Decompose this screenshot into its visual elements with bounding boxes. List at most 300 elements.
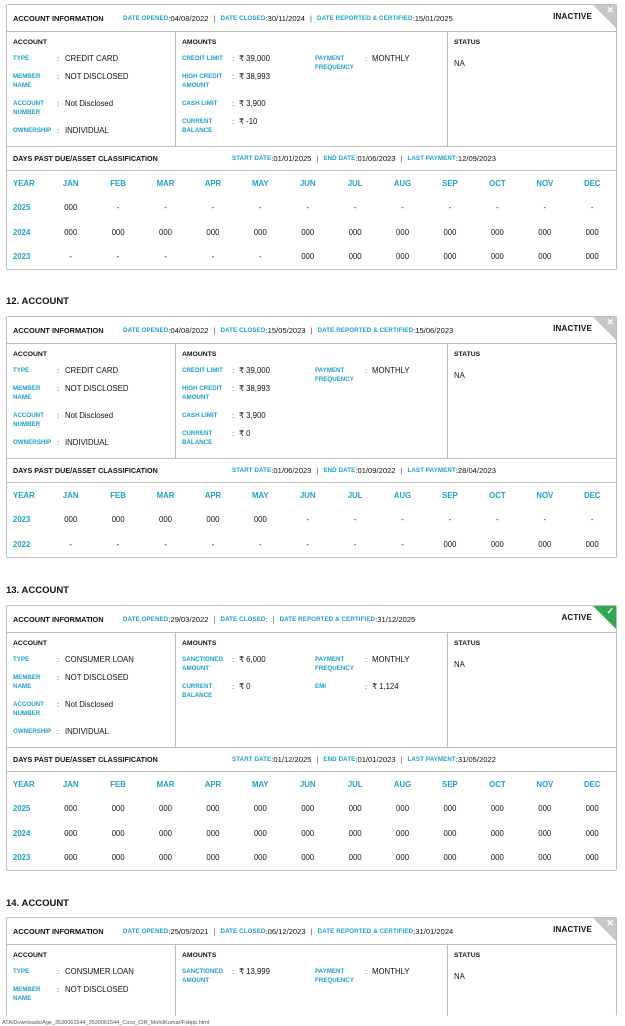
account-type-value: CONSUMER LOAN: [65, 655, 134, 664]
dpd-title: DAYS PAST DUE/ASSET CLASSIFICATION: [13, 154, 158, 163]
month-column-header: NOV: [536, 779, 554, 789]
dpd-end-date-label: END DATE: [323, 467, 356, 474]
dpd-year-row: [7, 846, 616, 871]
account-account-number-field: [13, 411, 113, 429]
account-status-badge: INACTIVE: [553, 925, 592, 934]
amount-field-right: [315, 682, 399, 691]
dpd-end-date-colon: :: [355, 154, 358, 163]
amounts-column-title: AMOUNTS: [182, 640, 217, 647]
month-column-header: FEB: [110, 490, 126, 500]
month-column-header: OCT: [489, 178, 506, 188]
dpd-start-date-value: 01/06/2023: [273, 466, 312, 475]
account-status-badge: INACTIVE: [553, 324, 592, 333]
dpd-month-value: 000: [253, 804, 267, 814]
date-opened-value: 25/05/2021: [170, 926, 209, 936]
dpd-month-value: -: [211, 252, 215, 262]
dpd-last-payment-colon: :: [455, 154, 458, 163]
amount-field-right: [315, 54, 410, 72]
close-icon: ✕: [606, 918, 614, 928]
amount-value: ₹ -10: [239, 117, 258, 126]
dpd-grid-header-row: [7, 483, 616, 508]
dpd-year-row: [7, 797, 616, 822]
field-colon: :: [232, 99, 235, 108]
account-member-name-label: MEMBER NAME: [13, 385, 41, 401]
account-card: [6, 4, 617, 270]
date-reported-value: 15/01/2025: [414, 13, 453, 23]
month-column-header: AUG: [393, 779, 412, 789]
status-value: NA: [454, 660, 465, 669]
field-colon: :: [57, 54, 60, 63]
field-colon: :: [232, 967, 235, 976]
month-column-header: JUN: [299, 779, 316, 789]
field-colon: :: [57, 126, 60, 135]
account-type-value: CREDIT CARD: [65, 54, 119, 63]
dpd-month-value: 000: [348, 804, 362, 814]
dpd-month-value: 000: [443, 853, 457, 863]
month-column-header: JAN: [62, 490, 79, 500]
status-column: [448, 945, 616, 1016]
date-reported-colon: :: [413, 926, 416, 936]
amount-label: CREDIT LIMIT: [182, 367, 223, 374]
field-colon: :: [57, 411, 60, 420]
dpd-month-value: -: [259, 539, 262, 549]
account-ownership-value: INDIVIDUAL: [65, 727, 109, 736]
account-ownership-field: [13, 438, 109, 447]
amount-label: PAYMENT FREQUENCY: [315, 367, 354, 383]
amount-value: ₹ 6,000: [239, 655, 266, 664]
date-reported-colon: :: [413, 325, 416, 335]
account-member-name-label: MEMBER NAME: [13, 73, 41, 89]
date-closed-colon: :: [265, 325, 268, 335]
dpd-month-value: -: [353, 203, 357, 213]
amount-label: CASH LIMIT: [182, 100, 218, 107]
account-column: [7, 32, 176, 146]
dpd-month-value: -: [164, 539, 167, 549]
dpd-month-value: 000: [64, 804, 78, 814]
amounts-column-title: AMOUNTS: [182, 39, 217, 46]
field-colon: :: [365, 366, 368, 375]
dpd-month-value: 000: [490, 804, 504, 814]
account-account-number-label: ACCOUNT NUMBER: [13, 701, 44, 717]
date-closed-value: 30/11/2024: [267, 13, 306, 23]
dpd-last-payment-value: 31/05/2022: [457, 755, 496, 764]
amount-value: ₹ 38,993: [239, 384, 270, 393]
dpd-month-value: 000: [538, 853, 552, 863]
dpd-header: [7, 459, 616, 483]
field-colon: :: [57, 700, 60, 709]
dpd-year-label: 2022: [13, 539, 31, 549]
dpd-year-label: 2023: [13, 515, 31, 525]
account-type-label: TYPE: [13, 968, 30, 975]
dpd-year-row: [7, 508, 616, 533]
dpd-month-value: 000: [585, 227, 599, 237]
account-info-title: ACCOUNT INFORMATION: [13, 13, 104, 23]
month-column-header: OCT: [489, 779, 506, 789]
account-type-label: TYPE: [13, 367, 30, 374]
dpd-start-date-label: START DATE: [232, 467, 272, 474]
dpd-month-value: 000: [490, 853, 504, 863]
dpd-start-date-label: START DATE: [232, 756, 272, 763]
month-column-header: JAN: [62, 178, 79, 188]
dpd-month-value: -: [69, 252, 72, 262]
date-opened-label: DATE OPENED: [123, 927, 169, 935]
field-colon: :: [57, 366, 60, 375]
dpd-month-value: 000: [64, 828, 78, 838]
account-ownership-label: OWNERSHIP: [13, 127, 52, 134]
month-column-header: JUL: [347, 779, 363, 789]
account-card: [6, 917, 617, 1016]
dpd-month-value: -: [116, 539, 120, 549]
date-reported-label: DATE REPORTED & CERTIFIED: [317, 927, 414, 935]
month-column-header: MAR: [156, 779, 175, 789]
date-reported-value: 31/12/2025: [377, 614, 416, 624]
dpd-end-date-label: END DATE: [323, 155, 356, 162]
dpd-month-value: 000: [585, 828, 599, 838]
dpd-month-value: 000: [348, 252, 362, 262]
account-column-title: ACCOUNT: [13, 952, 47, 959]
amount-label: SANCTIONED AMOUNT: [182, 656, 223, 672]
date-reported-value: 31/01/2024: [415, 926, 454, 936]
amount-field: [182, 117, 257, 135]
date-opened-value: 04/08/2022: [170, 325, 209, 335]
month-column-header: APR: [204, 490, 222, 500]
month-column-header: MAY: [252, 490, 269, 500]
account-column: [7, 945, 176, 1016]
amount-field-right: [315, 967, 410, 985]
check-icon: ✓: [606, 606, 614, 616]
field-colon: :: [57, 967, 60, 976]
status-value: NA: [454, 371, 465, 380]
dpd-month-value: -: [306, 539, 310, 549]
dpd-month-value: 000: [585, 853, 599, 863]
month-column-header: SEP: [442, 779, 458, 789]
dpd-month-value: -: [164, 203, 167, 213]
date-closed-label: DATE CLOSED: [220, 326, 266, 334]
dpd-month-value: 000: [111, 828, 125, 838]
dpd-month-value: 000: [443, 252, 457, 262]
month-column-header: JAN: [62, 779, 79, 789]
header-separator: |: [272, 614, 275, 624]
dpd-month-value: 000: [396, 227, 410, 237]
amount-label: PAYMENT FREQUENCY: [315, 656, 354, 672]
amount-value: ₹ 0: [239, 682, 251, 691]
dpd-month-value: 000: [301, 804, 315, 814]
field-colon: :: [232, 366, 235, 375]
account-info-title: ACCOUNT INFORMATION: [13, 926, 104, 936]
field-colon: :: [57, 99, 60, 108]
dpd-year-row: [7, 532, 616, 557]
dpd-month-value: -: [543, 515, 547, 525]
amount-field: [182, 967, 270, 985]
amount-label: CASH LIMIT: [182, 412, 218, 419]
amount-value: MONTHLY: [372, 655, 410, 664]
account-column-title: ACCOUNT: [13, 351, 47, 358]
date-reported-label: DATE REPORTED & CERTIFIED: [279, 615, 376, 623]
amounts-column-title: AMOUNTS: [182, 952, 217, 959]
dpd-month-value: 000: [443, 539, 457, 549]
date-opened-colon: :: [168, 325, 171, 335]
amount-field-right: [315, 655, 410, 673]
dpd-month-value: 000: [396, 853, 410, 863]
field-colon: :: [57, 673, 60, 682]
header-separator: |: [310, 13, 313, 23]
header-separator: |: [213, 13, 216, 23]
header-separator: |: [213, 614, 216, 624]
account-info-header: [7, 5, 616, 32]
dpd-month-value: -: [353, 539, 357, 549]
amount-label: EMI: [315, 683, 327, 690]
dpd-year-label: 2025: [13, 804, 31, 814]
month-column-header: NOV: [536, 490, 554, 500]
dpd-month-value: -: [448, 515, 452, 525]
dpd-month-value: -: [353, 515, 357, 525]
account-info-header: [7, 606, 616, 633]
account-member-name-value: NOT DISCLOSED: [65, 673, 129, 682]
account-member-name-label: MEMBER NAME: [13, 674, 41, 690]
dpd-month-value: 000: [443, 804, 457, 814]
dpd-start-date-value: 01/12/2025: [273, 755, 312, 764]
account-ownership-value: INDIVIDUAL: [65, 126, 109, 135]
dpd-month-value: -: [401, 515, 404, 525]
dpd-month-value: 000: [538, 227, 552, 237]
amount-label: CURRENT BALANCE: [182, 430, 213, 446]
account-card: [6, 605, 617, 871]
dpd-month-value: -: [164, 252, 167, 262]
dpd-month-value: 000: [396, 804, 410, 814]
amount-value: ₹ 39,000: [239, 54, 270, 63]
dpd-year-label: 2024: [13, 828, 31, 838]
dpd-month-value: 000: [159, 515, 173, 525]
amounts-column: [176, 945, 448, 1016]
account-details-row: [7, 32, 616, 147]
amount-value: ₹ 0: [239, 429, 251, 438]
date-reported-label: DATE REPORTED & CERTIFIED: [317, 326, 414, 334]
dpd-month-value: 000: [64, 203, 78, 213]
field-colon: :: [232, 54, 235, 63]
amount-label: PAYMENT FREQUENCY: [315, 55, 354, 71]
account-type-value: CONSUMER LOAN: [65, 967, 134, 976]
dpd-year-row: [7, 196, 616, 221]
amount-value: ₹ 38,993: [239, 72, 270, 81]
dpd-title: DAYS PAST DUE/ASSET CLASSIFICATION: [13, 466, 158, 475]
field-colon: :: [57, 985, 60, 994]
month-column-header: MAY: [252, 178, 269, 188]
account-section-title: 13. ACCOUNT: [6, 585, 69, 596]
year-column-header: YEAR: [13, 178, 35, 188]
dpd-month-value: 000: [538, 539, 552, 549]
year-column-header: YEAR: [13, 490, 35, 500]
dpd-month-value: -: [306, 515, 310, 525]
amount-value: MONTHLY: [372, 967, 410, 976]
date-closed-colon: :: [265, 614, 268, 624]
date-closed-colon: :: [265, 926, 268, 936]
amount-value: MONTHLY: [372, 366, 410, 375]
amount-value: ₹ 3,900: [239, 99, 266, 108]
month-column-header: AUG: [393, 178, 412, 188]
field-colon: :: [232, 429, 235, 438]
dpd-month-value: 000: [206, 227, 220, 237]
month-column-header: SEP: [442, 178, 458, 188]
dpd-month-value: 000: [159, 828, 173, 838]
dpd-month-value: 000: [490, 227, 504, 237]
amount-field: [182, 429, 250, 447]
account-member-name-label: MEMBER NAME: [13, 986, 41, 1002]
dpd-start-date-value: 01/01/2025: [273, 154, 312, 163]
header-separator: |: [316, 755, 319, 764]
dpd-year-label: 2025: [13, 203, 31, 213]
status-column: [448, 32, 616, 146]
date-closed-value: 15/05/2023: [267, 325, 306, 335]
amount-label: SANCTIONED AMOUNT: [182, 968, 223, 984]
dpd-month-value: 000: [538, 252, 552, 262]
amount-label: CURRENT BALANCE: [182, 118, 213, 134]
status-value: NA: [454, 59, 465, 68]
account-account-number-value: Not Disclosed: [65, 411, 114, 420]
date-opened-colon: :: [168, 926, 171, 936]
account-type-field: [13, 54, 118, 63]
dpd-last-payment-value: 12/09/2023: [457, 154, 496, 163]
dpd-grid-header-row: [7, 772, 616, 797]
field-colon: :: [232, 384, 235, 393]
dpd-month-value: 000: [301, 252, 315, 262]
month-column-header: DEC: [583, 178, 601, 188]
account-section-title: 14. ACCOUNT: [6, 898, 69, 909]
header-separator: |: [213, 926, 216, 936]
month-column-header: FEB: [110, 178, 126, 188]
dpd-month-value: -: [496, 515, 499, 525]
status-column-title: STATUS: [454, 351, 481, 358]
account-type-label: TYPE: [13, 55, 30, 62]
dpd-header: [7, 748, 616, 772]
dpd-month-value: 000: [396, 828, 410, 838]
amount-field: [182, 99, 266, 108]
field-colon: :: [232, 655, 235, 664]
month-column-header: MAR: [156, 178, 175, 188]
dpd-last-payment-colon: :: [455, 755, 458, 764]
account-column-title: ACCOUNT: [13, 640, 47, 647]
month-column-header: OCT: [489, 490, 506, 500]
dpd-month-value: -: [590, 515, 594, 525]
account-info-title: ACCOUNT INFORMATION: [13, 614, 104, 624]
dpd-last-payment-label: LAST PAYMENT: [407, 155, 456, 162]
account-type-field: [13, 366, 118, 375]
account-account-number-label: ACCOUNT NUMBER: [13, 100, 44, 116]
amount-label: HIGH CREDIT AMOUNT: [182, 385, 223, 401]
close-icon: ✕: [606, 5, 614, 15]
account-status-badge: ACTIVE: [561, 613, 592, 622]
dpd-end-date-label: END DATE: [323, 756, 356, 763]
amount-field: [182, 366, 270, 375]
date-reported-colon: :: [412, 13, 415, 23]
amount-field: [182, 54, 270, 63]
amount-value: ₹ 1,124: [372, 682, 399, 691]
header-separator: |: [400, 154, 403, 163]
field-colon: :: [365, 682, 368, 691]
amount-value: ₹ 3,900: [239, 411, 266, 420]
dpd-month-value: -: [401, 203, 404, 213]
month-column-header: DEC: [583, 779, 601, 789]
month-column-header: APR: [204, 178, 222, 188]
dpd-month-value: 000: [159, 227, 173, 237]
dpd-header: [7, 147, 616, 171]
footer-file-path: ATA/Downloads/Age_3530061544_3530061544_Coco_CIR_MohitKumar/Fsbpp.html: [2, 1020, 210, 1026]
dpd-month-value: 000: [159, 804, 173, 814]
month-column-header: FEB: [110, 779, 126, 789]
account-details-row: [7, 633, 616, 748]
month-column-header: JUL: [347, 178, 363, 188]
dpd-month-value: 000: [585, 804, 599, 814]
dpd-month-value: 000: [348, 828, 362, 838]
month-column-header: APR: [204, 779, 222, 789]
date-opened-value: 29/03/2022: [170, 614, 209, 624]
dpd-month-value: 000: [443, 227, 457, 237]
field-colon: :: [57, 72, 60, 81]
account-type-label: TYPE: [13, 656, 30, 663]
dpd-month-value: 000: [253, 828, 267, 838]
account-member-name-value: NOT DISCLOSED: [65, 985, 129, 994]
dpd-month-value: -: [496, 203, 499, 213]
field-colon: :: [232, 117, 235, 126]
header-separator: |: [310, 325, 313, 335]
field-colon: :: [365, 54, 368, 63]
date-closed-label: DATE CLOSED: [220, 615, 266, 623]
dpd-year-row: [7, 821, 616, 846]
account-info-title: ACCOUNT INFORMATION: [13, 325, 104, 335]
month-column-header: MAR: [156, 490, 175, 500]
month-column-header: JUN: [299, 178, 316, 188]
year-column-header: YEAR: [13, 779, 35, 789]
dpd-month-value: -: [259, 203, 262, 213]
dpd-last-payment-colon: :: [455, 466, 458, 475]
dpd-grid: [7, 483, 616, 557]
field-colon: :: [232, 72, 235, 81]
dpd-month-value: -: [543, 203, 547, 213]
amounts-column-title: AMOUNTS: [182, 351, 217, 358]
dpd-month-value: 000: [585, 539, 599, 549]
month-column-header: DEC: [583, 490, 601, 500]
dpd-month-value: 000: [538, 828, 552, 838]
header-separator: |: [310, 926, 313, 936]
dpd-month-value: 000: [585, 252, 599, 262]
account-ownership-field: [13, 126, 109, 135]
amount-field-right: [315, 366, 410, 384]
account-details-row: [7, 945, 616, 1016]
field-colon: :: [232, 411, 235, 420]
amounts-column: [176, 344, 448, 458]
header-separator: |: [400, 755, 403, 764]
dpd-month-value: 000: [206, 828, 220, 838]
dpd-month-value: 000: [111, 853, 125, 863]
dpd-month-value: 000: [348, 853, 362, 863]
dpd-last-payment-label: LAST PAYMENT: [407, 467, 456, 474]
amount-field: [182, 72, 270, 90]
amount-field: [182, 411, 266, 420]
close-icon: ✕: [606, 317, 614, 327]
dpd-month-value: 000: [159, 853, 173, 863]
account-card: [6, 316, 617, 558]
month-column-header: SEP: [442, 490, 458, 500]
date-opened-colon: :: [168, 614, 171, 624]
account-account-number-field: [13, 99, 113, 117]
month-column-header: JUL: [347, 490, 363, 500]
header-separator: |: [213, 325, 216, 335]
dpd-last-payment-label: LAST PAYMENT: [407, 756, 456, 763]
account-section-title: 12. ACCOUNT: [6, 296, 69, 307]
dpd-month-value: 000: [111, 515, 125, 525]
dpd-year-label: 2024: [13, 227, 31, 237]
account-member-name-value: NOT DISCLOSED: [65, 72, 129, 81]
account-info-header: [7, 317, 616, 344]
